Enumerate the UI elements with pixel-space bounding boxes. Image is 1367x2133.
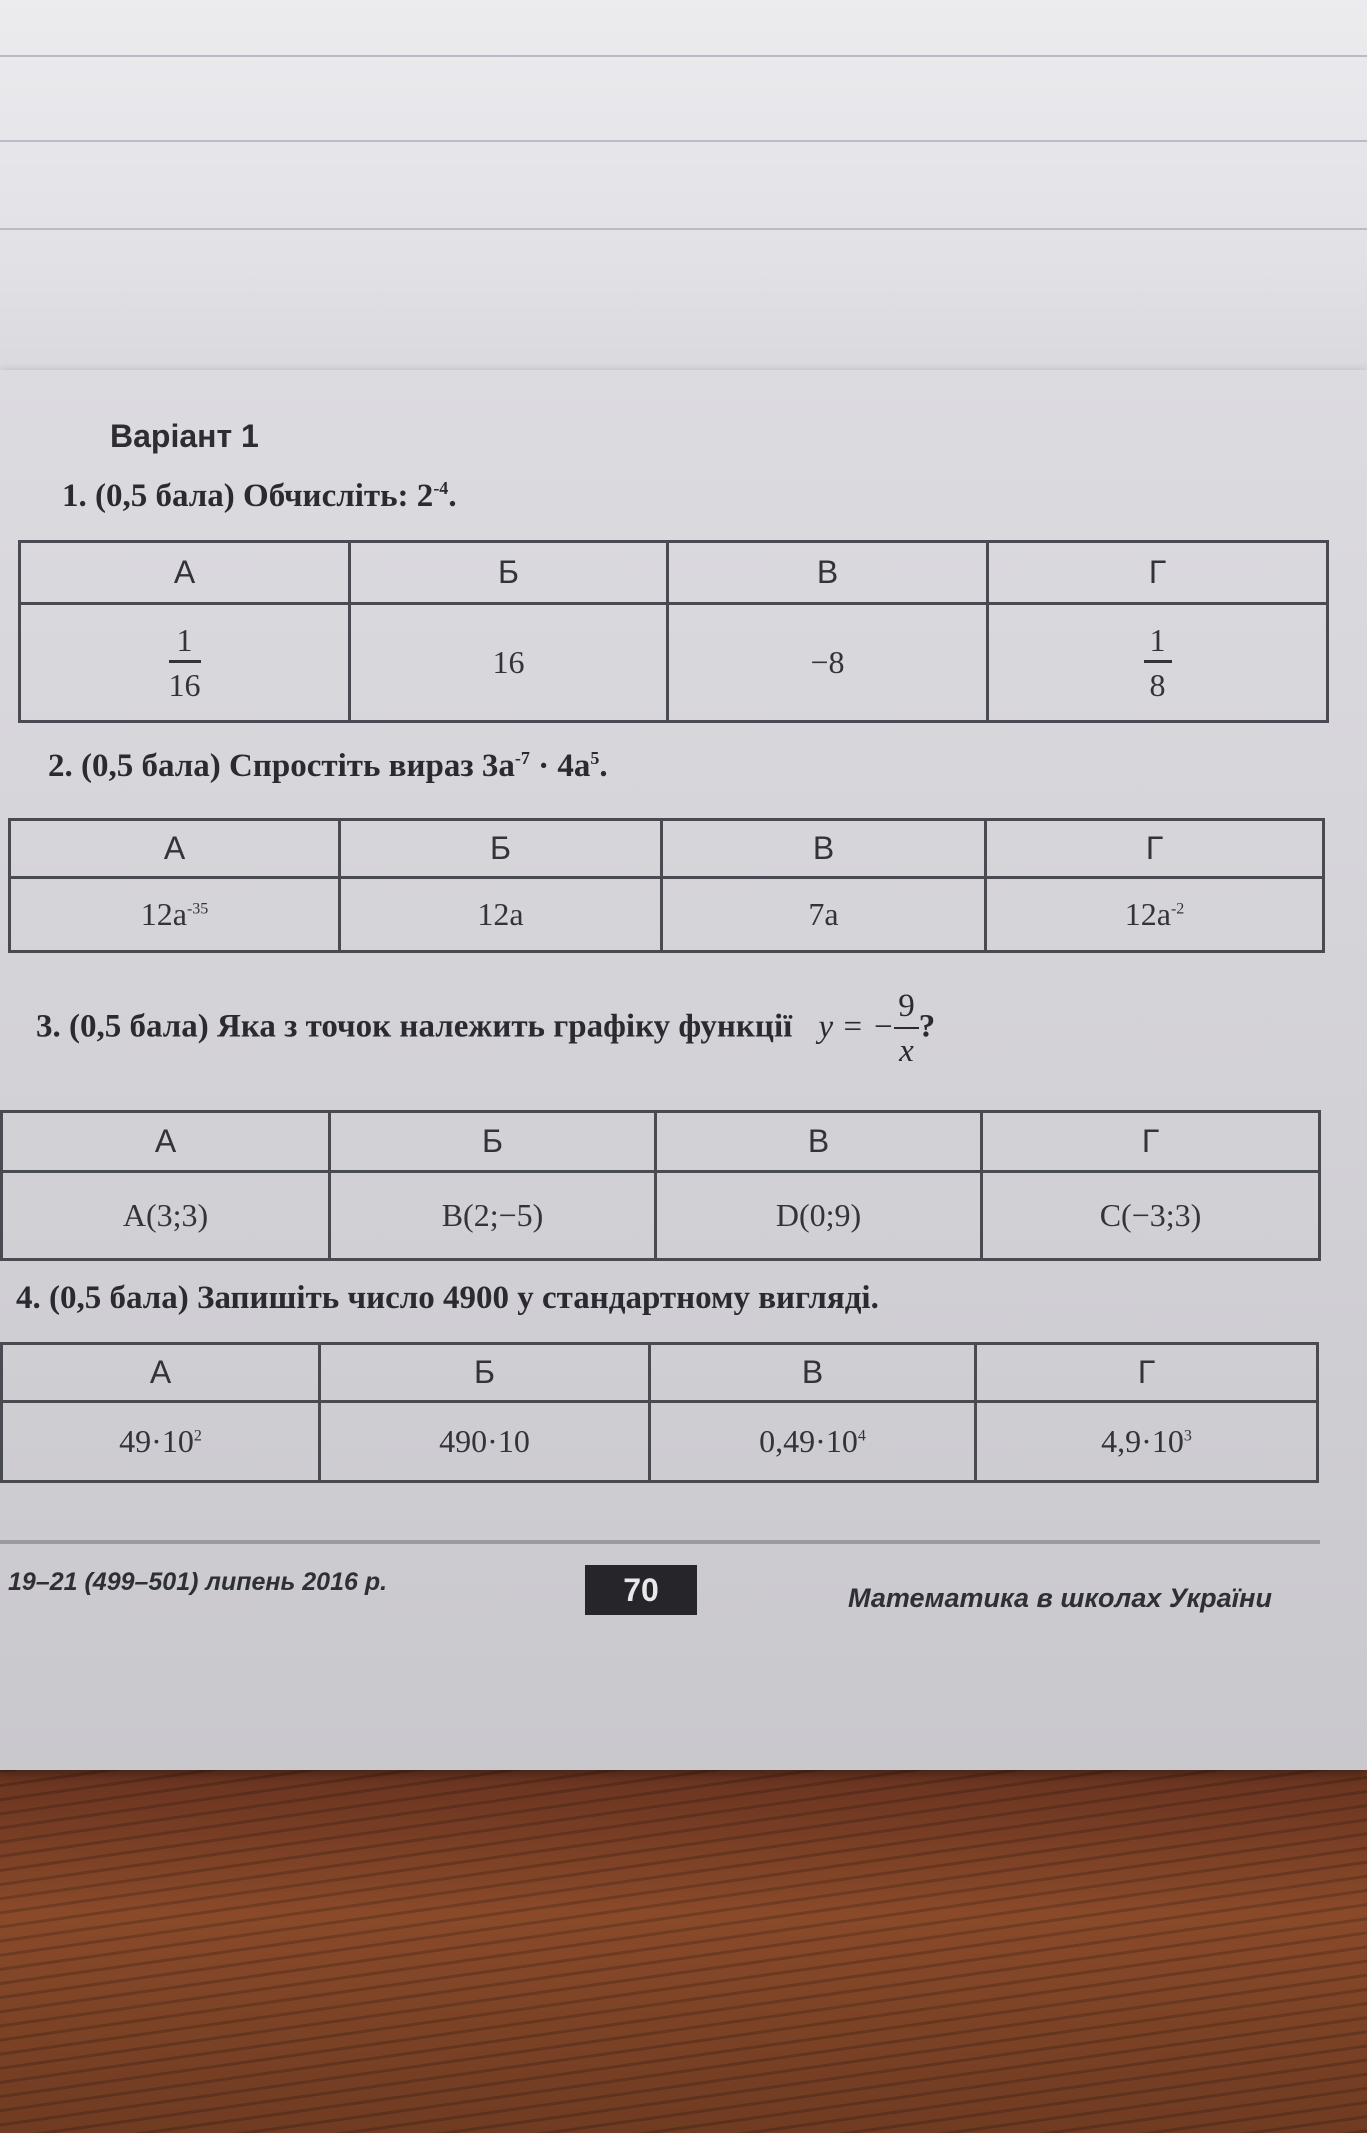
option-b-answer[interactable]: 16 — [350, 604, 668, 722]
fraction — [169, 624, 201, 701]
option-b-answer[interactable]: 12a — [340, 878, 662, 952]
option-b-header: Б — [330, 1112, 656, 1172]
question-2-answer-table — [8, 818, 1325, 953]
question-2-suffix: . — [599, 748, 608, 784]
question-3-number: 3. — [36, 1008, 61, 1045]
answer-exponent: -2 — [1170, 900, 1185, 918]
option-a-answer[interactable] — [2, 1402, 320, 1482]
option-b-answer[interactable]: 490·10 — [320, 1402, 650, 1482]
option-a-header: А — [20, 542, 350, 604]
option-b-header: Б — [320, 1344, 650, 1402]
notebook-rule-line — [0, 55, 1367, 57]
option-g-header: Г — [982, 1112, 1320, 1172]
question-2-exponent-2: 5 — [590, 748, 600, 768]
answer-base: 49·10 — [119, 1423, 194, 1459]
question-4-number: 4. — [16, 1280, 41, 1316]
option-a-header: А — [2, 1344, 320, 1402]
option-v-header: В — [650, 1344, 976, 1402]
question-2 — [48, 748, 608, 785]
question-1-exponent: -4 — [433, 478, 449, 498]
answer-exponent: 4 — [857, 1427, 866, 1445]
question-1-text: (0,5 бала) Обчисліть: 2 — [95, 478, 434, 514]
question-1-suffix: . — [448, 478, 457, 514]
variant-title: Варіант 1 — [110, 418, 259, 454]
answer-base: 12a — [1124, 896, 1171, 932]
fraction-numerator: 1 — [1144, 624, 1172, 663]
wooden-table-background — [0, 1770, 1367, 2133]
question-4-answer-table — [0, 1342, 1319, 1483]
question-1-answer-table — [18, 540, 1329, 723]
option-v-header: В — [656, 1112, 982, 1172]
option-g-header: Г — [976, 1344, 1318, 1402]
question-2-number: 2. — [48, 748, 73, 784]
question-3 — [36, 990, 935, 1068]
fraction-denominator: 8 — [1149, 667, 1166, 703]
notebook-rule-line — [0, 140, 1367, 142]
option-a-header: А — [2, 1112, 330, 1172]
option-a-header: А — [10, 820, 340, 878]
question-3-answer-table — [0, 1110, 1321, 1261]
function-denominator: x — [899, 1033, 914, 1069]
question-4-text: (0,5 бала) Запишіть число 4900 у стандартному вигляді. — [49, 1280, 879, 1316]
fraction — [1144, 624, 1172, 701]
option-g-answer[interactable] — [976, 1402, 1318, 1482]
fraction-denominator: 16 — [168, 667, 201, 703]
option-g-header: Г — [988, 542, 1328, 604]
option-g-answer[interactable] — [986, 878, 1324, 952]
question-2-text: (0,5 бала) Спростіть вираз 3a — [81, 748, 515, 784]
answer-exponent: 2 — [193, 1427, 202, 1445]
answer-exponent: -35 — [186, 900, 209, 918]
fraction-numerator: 1 — [169, 624, 201, 663]
option-v-answer[interactable]: −8 — [668, 604, 988, 722]
option-b-header: Б — [350, 542, 668, 604]
question-2-middle: · 4a — [529, 748, 591, 784]
option-v-answer[interactable] — [650, 1402, 976, 1482]
option-g-answer[interactable] — [988, 604, 1328, 722]
option-g-answer[interactable]: C(−3;3) — [982, 1172, 1320, 1260]
answer-base: 4,9·10 — [1101, 1423, 1184, 1459]
answer-base: 12a — [140, 896, 187, 932]
question-3-text: (0,5 бала) Яка з точок належить графіку функції — [69, 1008, 793, 1045]
option-v-header: В — [668, 542, 988, 604]
function-numerator: 9 — [894, 990, 919, 1029]
notebook-rule-line — [0, 228, 1367, 230]
footer-divider — [0, 1540, 1320, 1544]
question-4 — [16, 1280, 879, 1317]
option-g-header: Г — [986, 820, 1324, 878]
option-a-answer[interactable] — [20, 604, 350, 722]
option-b-answer[interactable]: B(2;−5) — [330, 1172, 656, 1260]
notebook-page-background — [0, 0, 1367, 430]
issue-info: 19–21 (499–501) липень 2016 р. — [8, 1568, 388, 1596]
option-a-answer[interactable] — [10, 878, 340, 952]
function-fraction — [894, 990, 919, 1068]
option-v-answer[interactable]: D(0;9) — [656, 1172, 982, 1260]
option-v-answer[interactable]: 7a — [662, 878, 986, 952]
question-1-number: 1. — [62, 478, 87, 514]
journal-title: Математика в школах України — [848, 1583, 1272, 1613]
option-a-answer[interactable]: A(3;3) — [2, 1172, 330, 1260]
answer-base: 0,49·10 — [759, 1423, 858, 1459]
question-1 — [62, 478, 457, 515]
option-v-header: В — [662, 820, 986, 878]
question-2-exponent-1: -7 — [514, 748, 530, 768]
page-number: 70 — [585, 1565, 697, 1615]
option-b-header: Б — [340, 820, 662, 878]
question-3-suffix: ? — [918, 1008, 936, 1045]
answer-exponent: 3 — [1183, 1427, 1192, 1445]
function-lhs: y = − — [818, 1008, 895, 1045]
